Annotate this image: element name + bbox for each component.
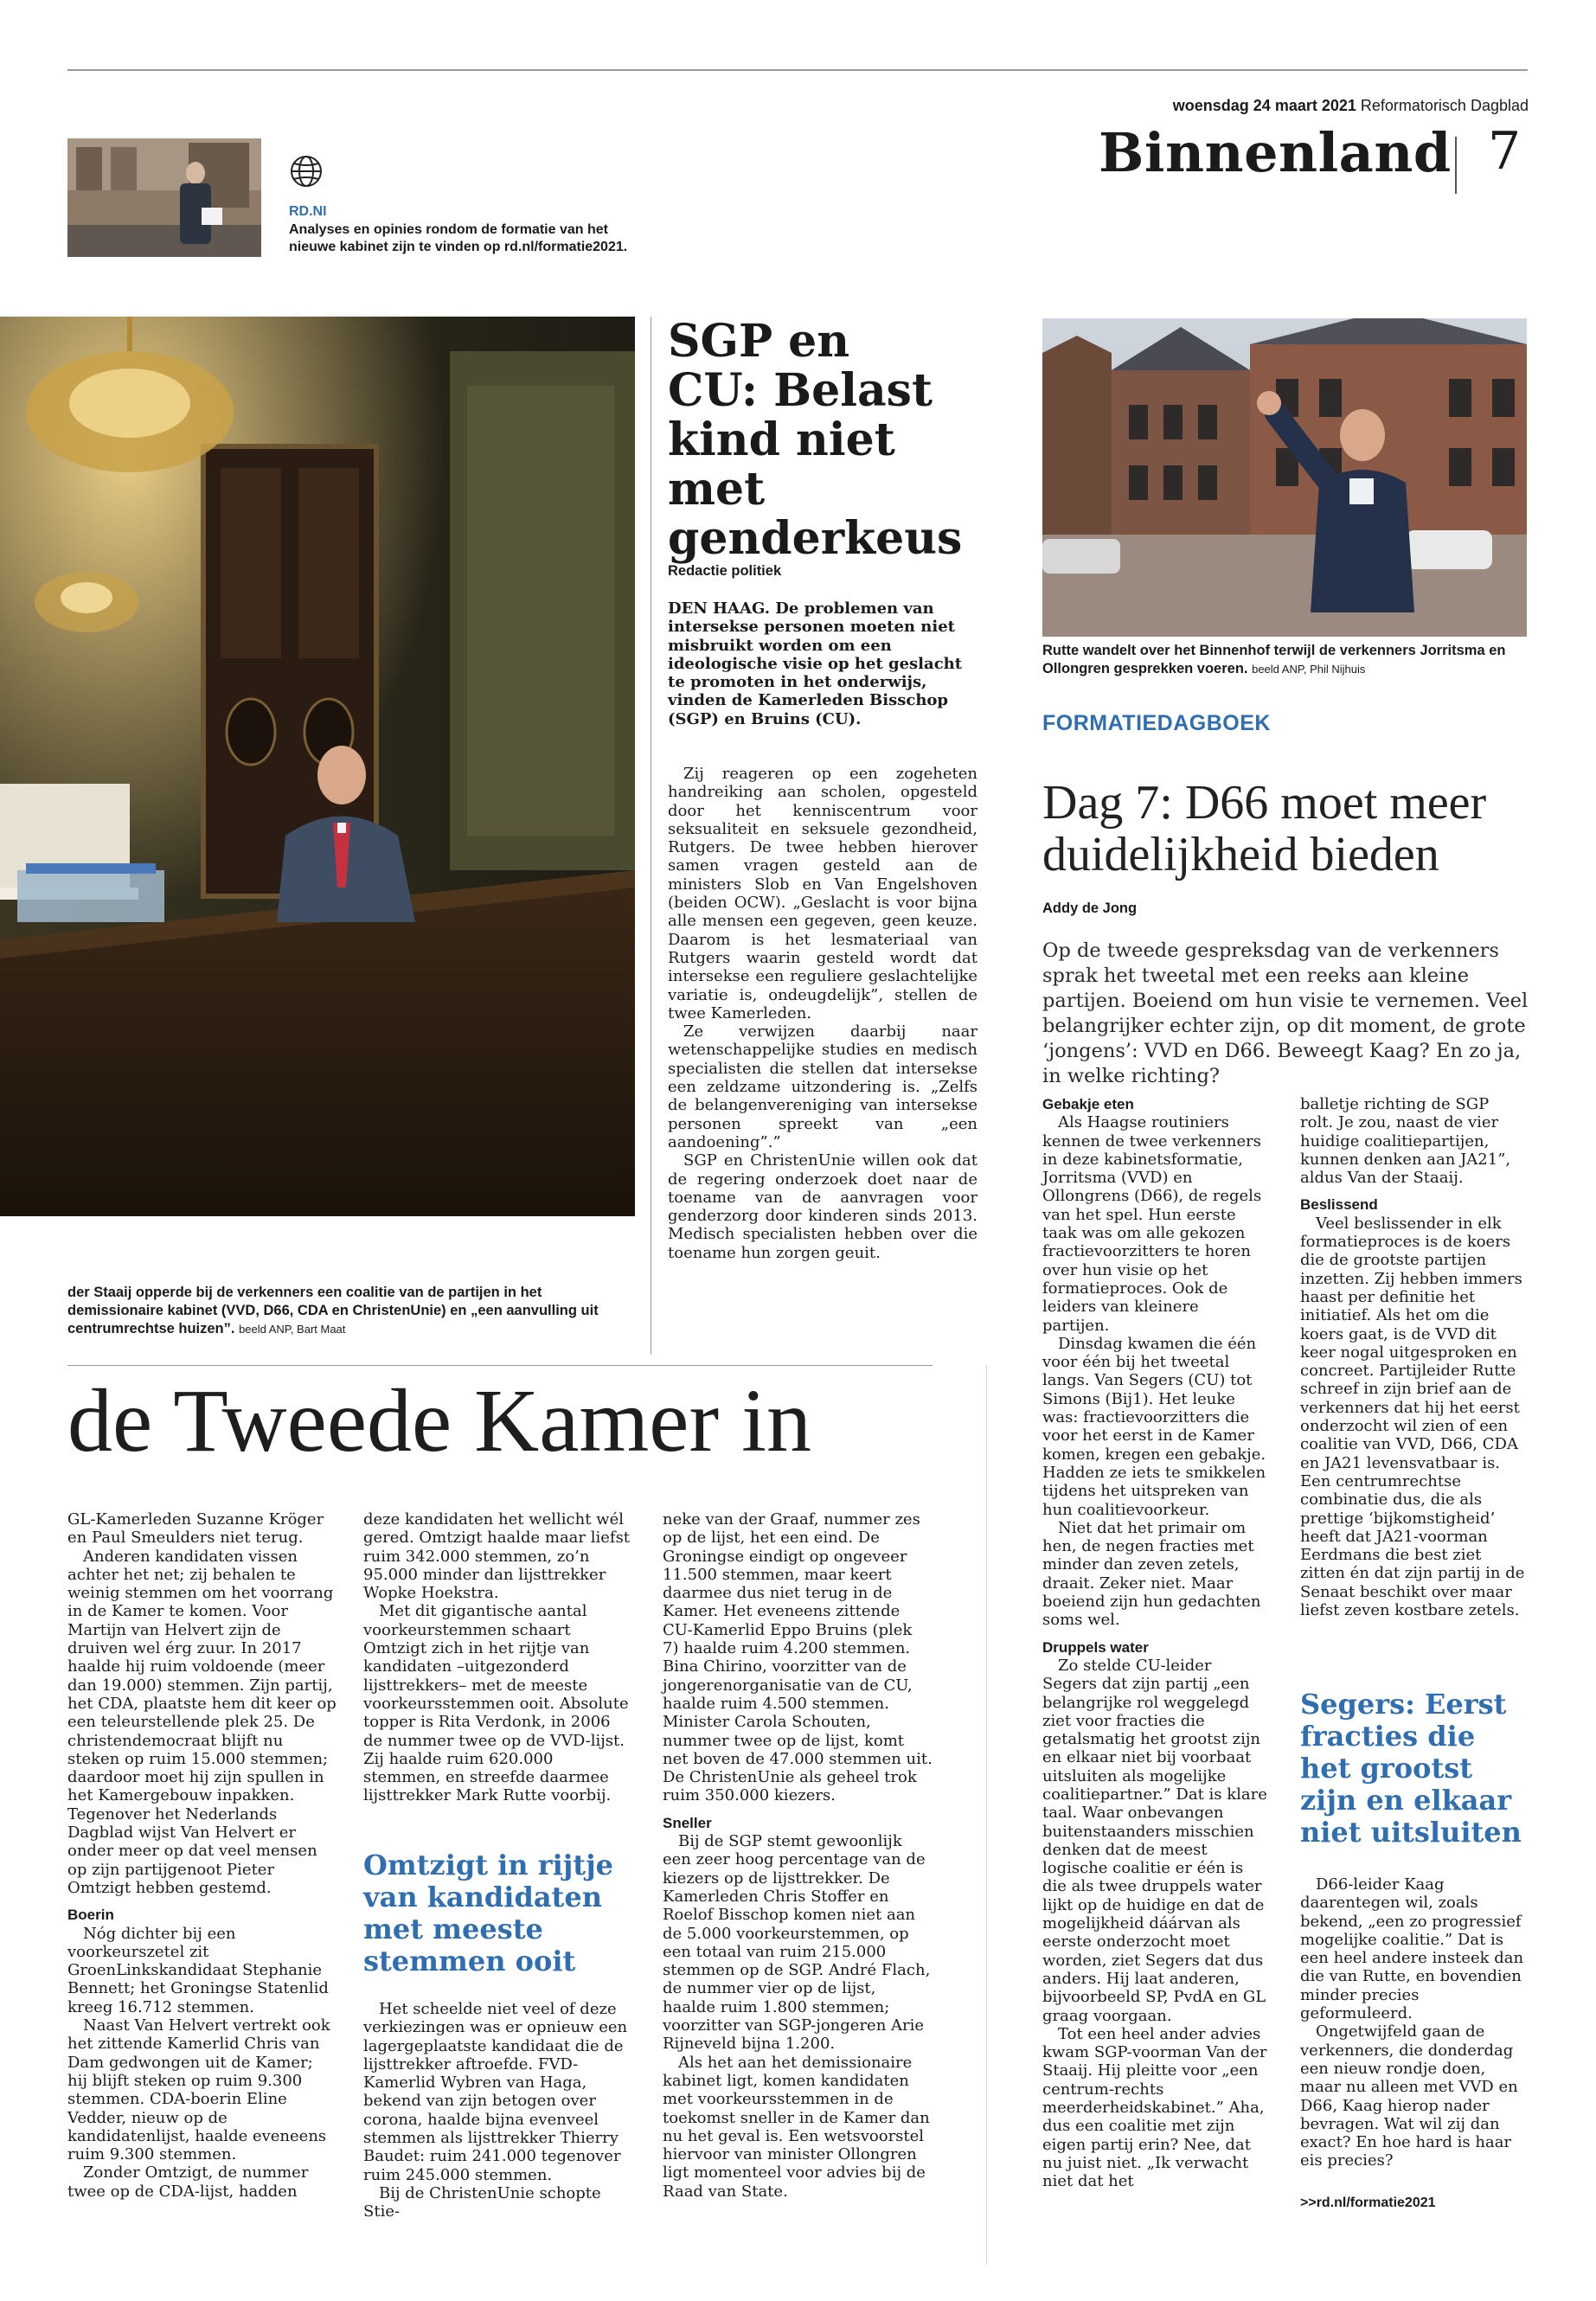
- caption-text: Rutte wandelt over het Binnenhof terwijl de verkenners Jorritsma en Ollongren gesprekken voeren.: [1042, 643, 1506, 676]
- subheading: Beslissend: [1300, 1196, 1378, 1214]
- photo-credit: beeld ANP, Phil Nijhuis: [1252, 663, 1366, 676]
- paragraph: Als het aan het demissionaire kabinet ligt, komen kandidaten met voorkeursstemmen in de toekomst sneller in de Kamer dan nu het geval is. Een wetsvoorstel hiervoor van minister Ollongren ligt momenteel voor advies bij de Raad van State.: [663, 2053, 930, 2201]
- paragraph: Bij de ChristenUnie schopte Stie-: [363, 2183, 601, 2221]
- kamer-col2-bottom: [363, 2000, 633, 2221]
- promo-thumbnail[interactable]: [67, 138, 261, 257]
- rutte-photo[interactable]: [1042, 318, 1527, 637]
- paragraph: Zonder Omtzigt, de nummer twee op de CDA-lijst, hadden: [67, 2163, 309, 2201]
- kamer-col1: [67, 1510, 337, 2201]
- dagboek-quote: Segers: Eerst fracties die het grootst zijn en elkaar niet uitsluiten: [1300, 1688, 1522, 1849]
- caption-text: der Staaij opperde bij de verkenners een coalitie van de partijen in het demissionaire kabinet (VVD, D66, CDA en ChristenUnie) en „een aanvulling uit centrumrechtse huizen”.: [67, 1285, 599, 1336]
- paragraph: Niet dat het primair om hen, de negen fracties met minder dan zeven zetels, draait. Zeker niet. Maar boeiend zijn hun gedachten soms wel.: [1042, 1518, 1261, 1630]
- dateline: [1010, 97, 1529, 115]
- paragraph: Anderen kandidaten vissen achter het net; zij behalen te weinig stemmen om het voorrang in de Kamer te komen. Voor Martijn van Helvert zijn de druiven wel érg zuur. In 2017 haalde hij ruim voldoende (meer dan 19.000) stemmen. Zijn partij, het CDA, plaatste hem dit keer op een teleurstellende plek 25. De christendemocraat blijft nu steken op ruim 15.000 stemmen; daardoor moet hij zijn spullen in het Kamergebouw inpakken. Tegenover het Nederlands Dagblad wijst Van Helvert er onder meer op dat veel mensen op zijn partijgenoot Pieter Omtzigt hebben gestemd.: [67, 1547, 337, 1897]
- kamer-quote: Omtzigt in rijtje van kandidaten met meeste stemmen ooit: [363, 1849, 614, 1977]
- page-number: 7: [1488, 121, 1522, 182]
- paragraph: deze kandidaten het wellicht wél gered. Omtzigt haalde maar liefst ruim 342.000 stemmen, zo’n 95.000 minder dan lijsttrekker Wopke Hoekstra.: [363, 1510, 631, 1603]
- rutte-photo-caption: [1042, 642, 1527, 678]
- paragraph: Nóg dichter bij een voorkeurszetel zit GroenLinkskandidaat Stephanie Bennett; het Groningse Statenlid kreeg 16.712 stemmen.: [67, 1924, 329, 2016]
- column-rule: [986, 1365, 987, 2265]
- promo-label[interactable]: RD.NI: [289, 204, 327, 219]
- date: woensdag 24 maart 2021: [1172, 97, 1356, 114]
- section-divider: [1455, 137, 1457, 194]
- dagboek-kicker: FORMATIEDAGBOEK: [1042, 711, 1271, 735]
- subheading: Boerin: [67, 1907, 114, 1924]
- paragraph: SGP en ChristenUnie willen ook dat de regering onderzoek doet naar de toename van de aanvragen voor genderzorg door kinderen sinds 2013. Medisch specialisten hebben over die toename hun zorgen geuit.: [668, 1151, 977, 1262]
- main-photo-caption: [67, 1284, 630, 1338]
- paragraph: Ze verwijzen daarbij naar wetenschappelijke studies en medisch specialisten die stellen dat intersekse een zeldzame uitzondering is. „Zelfs de belangenvereniging van intersekse personen spreekt van „een aandoening”.”: [668, 1022, 977, 1151]
- paragraph: Het scheelde niet veel of deze verkiezingen was er opnieuw een lagergeplaatste kandidaat die de lijsttrekker aftroefde. FVD-Kamerlid Wybren van Haga, bekend van zijn betogen over corona, haalde bijna evenveel stemmen als lijsttrekker Thierry Baudet: ruim 241.000 tegenover ruim 245.000 stemmen.: [363, 2000, 628, 2184]
- dagboek-col2: [1300, 1095, 1527, 1619]
- paragraph: GL-Kamerleden Suzanne Kröger en Paul Smeulders niet terug.: [67, 1510, 324, 1548]
- paragraph: D66-leider Kaag daarentegen wil, zoals bekend, „een zo progressief mogelijke coalitie.” Dat is een heel andere insteek dan die van Rutte, en bovendien minder precies geformuleerd.: [1300, 1875, 1524, 2023]
- dagboek-headline: Dag 7: D66 moet meer duidelijkheid bieden: [1042, 776, 1487, 881]
- paragraph: Zij reageren op een zogeheten handreiking aan scholen, opgesteld door het kenniscentrum voor seksualiteit en seksuele gezondheid, Rutgers. De twee hebben hierover samen vragen gesteld aan de ministers Slob en Van Engelshoven (beiden OCW). „Geslacht is voor bijna alle mensen een gegeven, geen keuze. Daarom is het lesmateriaal van Rutgers waarin gesteld wordt dat intersekse een reguliere geslachtelijke variatie is, ondeugdelijk”, stellen de twee Kamerleden.: [668, 765, 977, 1022]
- sgp-lead: DEN HAAG. De problemen van intersekse personen moeten niet misbruikt worden om een ideologische visie op het geslacht te promoten in het onderwijs, vinden de Kamerleden Bisschop (SGP) en Bruins (CU).: [668, 599, 963, 728]
- promo-text: Analyses en opinies rondom de formatie van het nieuwe kabinet zijn te vinden op rd.nl/formatie2021.: [289, 222, 628, 254]
- paragraph: balletje richting de SGP rolt. Je zou, naast de vier huidige coalitiepartijen, kunnen denken aan JA21”, aldus Van der Staaij.: [1300, 1095, 1511, 1188]
- sgp-headline: SGP en CU: Belast kind niet met genderkeus: [668, 315, 963, 565]
- main-photo[interactable]: [0, 317, 635, 1216]
- paragraph: Met dit gigantische aantal voorkeurstemmen schaart Omtzigt zich in het rijtje van kandidaten –uitgezonderd lijsttrekkers– met de meeste voorkeursstemmen ooit. Absolute topper is Rita Verdonk, in 2006 de nummer twee op de VVD-lijst. Zij haalde ruim 620.000 stemmen, en streefde daarmee lijsttrekker Mark Rutte voorbij.: [363, 1602, 629, 1805]
- paragraph: Als Haagse routiniers kennen de twee verkenners in deze kabinetsformatie, Jorritsma (VVD) en Ollongrens (D66), de regels van het spel. Hun eerste taak was om alle gekozen fractievoorzitters te horen over hun visie op het formatieproces. Ook de leiders van kleinere partijen.: [1042, 1113, 1262, 1335]
- paragraph: Veel beslissender in elk formatieproces is de koers die de grootste partijen inzetten. Zij hebben immers haast per definitie het initiatief. Als het om die koers gaat, is de VVD dit keer nogal uitgesproken en concreet. Partijleider Rutte schreef in zijn brief aan de verkenners dat hij het eerst onderzocht wil zien of een coalitie van VVD, D66, CDA en JA21 levensvatbaar is. Een centrumrechtse combinatie dus, die als prettige ‘bijkomstigheid’ heeft dat JA21-voorman Eerdmans die best ziet zitten én dat zijn partij in de Senaat beschikt over maar liefst zeven kostbare zetels.: [1300, 1214, 1525, 1620]
- newspaper-name: Reformatorisch Dagblad: [1360, 97, 1529, 114]
- subheading: Druppels water: [1042, 1638, 1149, 1656]
- dagboek-col1: [1042, 1095, 1269, 2191]
- kamer-headline: de Tweede Kamer in: [67, 1371, 811, 1471]
- photo-credit: beeld ANP, Bart Maat: [239, 1323, 346, 1336]
- section-rule: [67, 1365, 933, 1366]
- dagboek-intro: Op de tweede gespreksdag van de verkenners sprak het tweetal met een reeks aan kleine partijen. Boeiend om hun visie te vernemen. Veel belangrijker echter zijn, op dit moment, de grote ‘jongens’: VVD en D66. Beweegt Kaag? En zo ja, in welke richting?: [1042, 939, 1529, 1087]
- paragraph: Tot een heel ander advies kwam SGP-voorman Van der Staaij. Hij pleitte voor „een centrum-rechts meerderheidskabinet.” Aha, dus een coalitie met zijn eigen partij erin? Nee, dat nu juist niet. „Ik verwacht niet dat het: [1042, 2024, 1267, 2191]
- kamer-col2: [363, 1510, 633, 1805]
- paragraph: Ongetwijfeld gaan de verkenners, die donderdag een nieuw rondje doen, maar nu alleen met VVD en D66, Kaag hierop nader bevragen. Wat wil zij dan exact? En hoe hard is haar eis precies?: [1300, 2022, 1518, 2170]
- sgp-byline: Redactie politiek: [668, 563, 782, 579]
- top-rule: [67, 69, 1528, 71]
- paragraph: Naast Van Helvert vertrekt ook het zittende Kamerlid Chris van Dam gedwongen uit de Kamer; hij blijft steken op ruim 9.300 stemmen. CDA-boerin Eline Vedder, nieuw op de kandidatenlijst, haalde eveneens ruim 9.300 stemmen.: [67, 2016, 330, 2164]
- paragraph: Zo stelde CU-leider Segers dat zijn partij „een belangrijke rol weggelegd ziet voor fracties die getalsmatig het grootst zijn en elkaar niet bij voorbaat uitsluiten als mogelijke coalitiepartner.” Dat is klare taal. Waar onbevangen buitenstaanders misschien denken dat de meest logische coalitie er één is die als twee druppels water lijkt op de huidige en dat de mogelijkheid dáárvan als eerste onderzocht moet worden, ziet Segers dat dus anders. Hij laat anderen, bijvoorbeeld SP, PvdA en GL graag voorgaan.: [1042, 1656, 1267, 2025]
- subheading: Gebakje eten: [1042, 1096, 1134, 1112]
- paragraph: Bij de SGP stemt gewoonlijk een zeer hoog percentage van de kiezers op de lijsttrekker. De Kamerleden Chris Stoffer en Roelof Bisschop komen niet aan de 5.000 voorkeurstemmen, op een totaal van ruim 215.000 stemmen op de SGP. André Flach, de nummer vier op de lijst, haalde ruim 1.800 stemmen; voorzitter van SGP-jongeren Arie Rijneveld bijna 1.200.: [663, 1832, 931, 2054]
- kamer-col3: [663, 1510, 933, 2201]
- paragraph: neke van der Graaf, nummer zes op de lijst, het een eind. De Groningse eindigt op ongeveer 11.500 stemmen, maar keert daarmee dus niet terug in de Kamer. Het eveneens zittende CU-Kamerlid Eppo Bruins (plek 7) haalde ruim 4.200 stemmen. Bina Chirino, voorzitter van de jongerenorganisatie van de CU, haalde ruim 4.500 stemmen. Minister Carola Schouten, nummer twee op de lijst, komt net boven de 47.000 stemmen uit. De ChristenUnie als geheel trok ruim 350.000 kiezers.: [663, 1510, 933, 1805]
- subheading: Sneller: [663, 1814, 712, 1831]
- dagboek-col2-bottom: [1300, 1875, 1527, 2170]
- paragraph: Dinsdag kwamen die één voor één bij het tweetal langs. Van Segers (CU) tot Simons (Bij1). Het leuke was: fractievoorzitters die voor het eerst in de Kamer komen, kregen een gebakje. Hadden ze iets te smikkelen tijdens het uitspreken van hun coalitievoorkeur.: [1042, 1334, 1266, 1519]
- section-title: Binnenland: [1099, 121, 1452, 184]
- globe-icon: [289, 154, 324, 189]
- sgp-body: [668, 765, 977, 1262]
- dagboek-footer-link[interactable]: >>rd.nl/formatie2021: [1300, 2195, 1436, 2210]
- dagboek-byline: Addy de Jong: [1042, 901, 1138, 916]
